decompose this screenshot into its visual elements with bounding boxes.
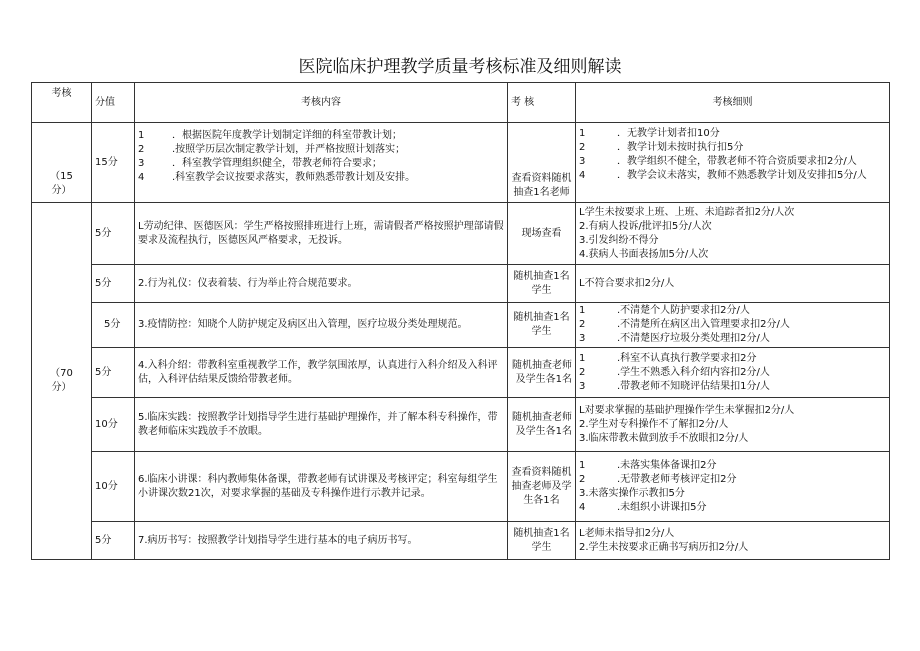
page-title: 医院临床护理教学质量考核标准及细则解读 [298, 57, 622, 77]
method-cell: 随机抽查1名学生 [508, 303, 576, 348]
table-row [32, 123, 890, 203]
method-cell: 现场查看 [508, 203, 576, 265]
detail-cell: 1 .不清楚个人防护要求扣2分/人 2 .不清楚所在病区出入管理要求扣2分/人 3 .不清楚医疗垃圾分类处理扣2分/人 [576, 303, 890, 348]
method-cell: 随机抽查1名学生 [508, 522, 576, 560]
assessment-table [31, 82, 890, 560]
score-cell: 5分 [92, 265, 135, 303]
score-cell: 15分 [92, 123, 135, 203]
table-row [32, 522, 890, 560]
method-cell: 随机抽查老师及学生各1名 [508, 348, 576, 398]
table-row [32, 398, 890, 452]
header-row [32, 83, 890, 123]
method-cell: 查看资料随机抽查1名老师 [508, 123, 576, 203]
table-row [32, 265, 890, 303]
detail-cell: L对要求掌握的基础护理操作学生未掌握扣2分/人 2.学生对专科操作不了解扣2分/人 3.临床带教未做到放手不放眼扣2分/人 [576, 398, 890, 452]
detail-cell: 1 .未落实集体备课扣2分 2 .无带教老师考核评定扣2分 3.未落实操作示教扣5分 4 .未组织小讲课扣5分 [576, 452, 890, 522]
header-method: 考 核 [508, 83, 576, 123]
category-cell: （15 分） [32, 123, 92, 203]
score-cell: 5分 [92, 203, 135, 265]
table-row [32, 452, 890, 522]
method-cell: 随机抽查老师及学生各1名 [508, 398, 576, 452]
content-cell: 7.病历书写：按照教学计划指导学生进行基本的电子病历书写。 [135, 522, 508, 560]
detail-cell: L学生未按要求上班、上班、未追踪者扣2分/人次 2.有病人投诉/批评扣5分/人次 3.引发纠纷不得分 4.获病人书面表扬加5分/人次 [576, 203, 890, 265]
score-cell: 10分 [92, 398, 135, 452]
score-cell: 10分 [92, 452, 135, 522]
detail-cell: 1 .科室不认真执行教学要求扣2分 2 .学生不熟悉入科介绍内容扣2分/人 3 .带教老师不知晓评估结果扣1分/人 [576, 348, 890, 398]
score-cell: 5分 [92, 522, 135, 560]
method-cell: 查看资料随机抽查老师及学生各1名 [508, 452, 576, 522]
content-cell: 5.临床实践：按照教学计划指导学生进行基础护理操作，并了解本科专科操作，带教老师临床实践放手不放眼。 [135, 398, 508, 452]
content-cell: 1 ．根据医院年度教学计划制定详细的科室带教计划； 2 .按照学历层次制定教学计划，并严格按照计划落实； 3 ．科室教学管理组织健全，带教老师符合要求； 4 .科室教学会议按要求落实，教师熟悉带教计划及安排。 [135, 123, 508, 203]
detail-cell: L不符合要求扣2分/人 [576, 265, 890, 303]
table-row [32, 203, 890, 265]
table-row [32, 348, 890, 398]
content-cell: 4.入科介绍：带教科室重视教学工作，教学氛围浓厚，认真进行入科介绍及入科评估，入科评估结果反馈给带教老师。 [135, 348, 508, 398]
header-item: 考核 [32, 83, 92, 123]
content-cell: 3.疫情防控：知晓个人防护规定及病区出入管理，医疗垃圾分类处理规范。 [135, 303, 508, 348]
detail-cell: 1 ．无教学计划者扣10分 2 ．教学计划未按时执行扣5分 3 ．教学组织不健全，带教老师不符合资质要求扣2分/人 4 ．教学会议未落实，教师不熟悉教学计划及安排扣5分/人 [576, 123, 890, 203]
header-content: 考核内容 [135, 83, 508, 123]
detail-cell: L老师未指导扣2分/人 2.学生未按要求正确书写病历扣2分/人 [576, 522, 890, 560]
method-cell: 随机抽查1名学生 [508, 265, 576, 303]
header-detail: 考核细则 [576, 83, 890, 123]
content-cell: L劳动纪律、医德医风：学生严格按照排班进行上班，需请假者严格按照护理部请假要求及流程执行，医德医风严格要求，无投诉。 [135, 203, 508, 265]
table-row [32, 303, 890, 348]
content-cell: 6.临床小讲课：科内教师集体备课，带教老师有试讲课及考核评定；科室每组学生小讲课次数21次，对要求掌握的基础及专科操作进行示教并记录。 [135, 452, 508, 522]
content-cell: 2.行为礼仪：仪表着装、行为举止符合规范要求。 [135, 265, 508, 303]
header-score: 分值 [92, 83, 135, 123]
category-cell: （70 分） [32, 203, 92, 560]
score-cell: 5分 [92, 303, 135, 348]
score-cell: 5分 [92, 348, 135, 398]
